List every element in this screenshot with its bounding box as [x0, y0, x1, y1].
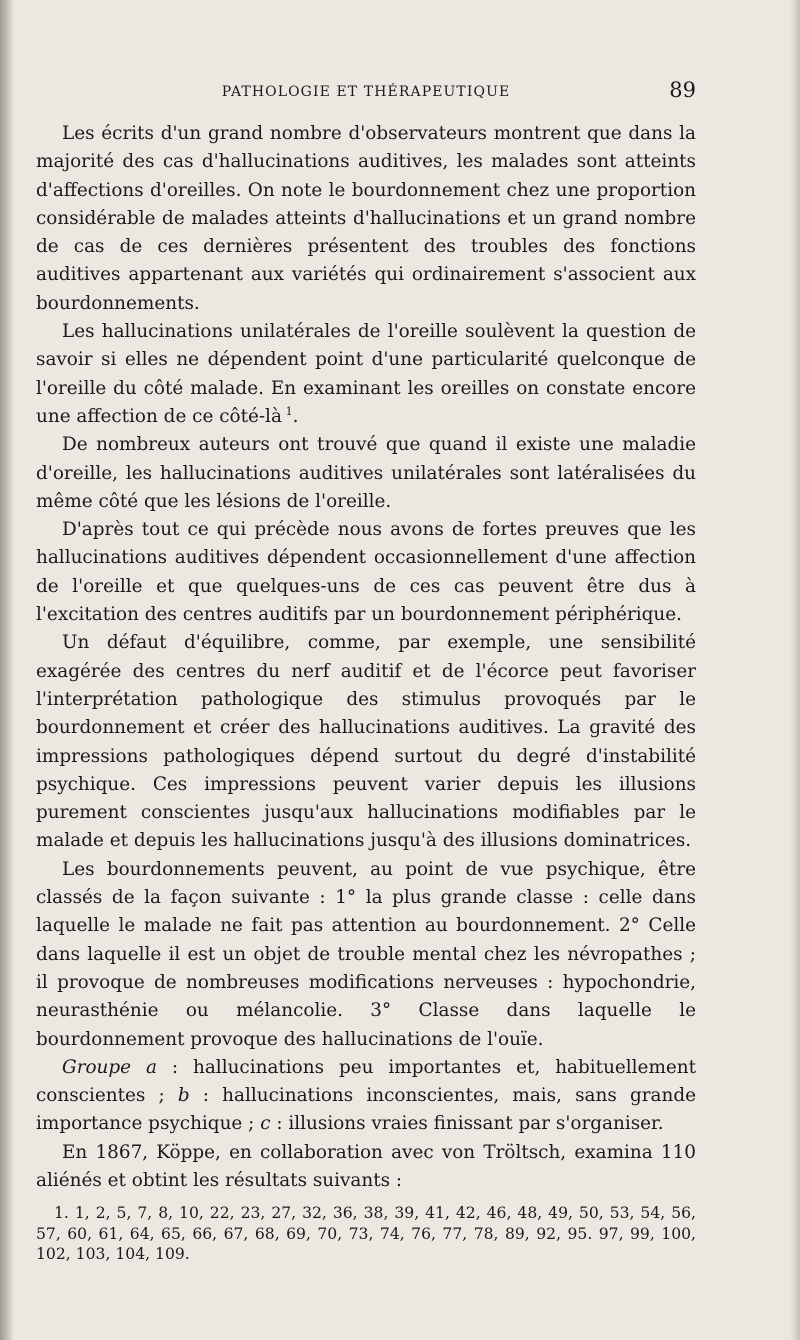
group-c-label: c — [260, 1113, 271, 1135]
group-c-text: : illusions vraies finissant par s'organiser. — [270, 1113, 664, 1135]
page-number: 89 — [669, 78, 696, 102]
paragraph-4: D'après tout ce qui précède nous avons de fortes preuves que les hallucinations auditives dépendent occasionnellement d'une affection de l'oreille et que quelques-uns de ces cas peuvent être dus à l'excitation des centres auditifs par un bourdonnement périphérique. — [36, 519, 696, 626]
group-a-label: Groupe a — [62, 1056, 157, 1078]
paragraph-8: En 1867, Köppe, en collaboration avec von Tröltsch, examina 110 aliénés et obtint les résultats suivants : — [36, 1141, 696, 1191]
paragraph-5: Un défaut d'équilibre, comme, par exemple, une sensibilité exagérée des centres du nerf auditif et de l'écorce peut favoriser l'interprétation pathologique des stimulus provoqués par le bourdonnement et créer des hallucinations auditives. La gravité des impressions pathologiques dépend surtout du degré d'instabilité psychique. Ces impressions peuvent varier depuis les illusions purement conscientes jusqu'aux hallucinations modifiables par le malade et depuis les hallucinations jusqu'à des illusions dominatrices. — [36, 632, 696, 852]
footnote — [36, 1203, 696, 1265]
paragraph-2-text: Les hallucinations unilatérales de l'oreille soulèvent la question de savoir si elles ne dépendent point d'une particularité quelconque de l'oreille du côté malade. En examinant les oreilles on constate encore une affection de ce côté-là — [36, 321, 696, 427]
group-b-label: b — [177, 1085, 190, 1107]
paragraph-6: Les bourdonnements peuvent, au point de vue psychique, être classés de la façon suivante : 1° la plus grande classe : celle dans laquelle le malade ne fait pas attention au bourdonnement. 2° Celle dans laquelle il est un objet de trouble mental chez les névropathes ; il provoque de nombreuses modifications nerveuses : hypochondrie, neurasthénie ou mélancolie. 3° Classe dans laquelle le bourdonnement provoque des hallucinations de l'ouïe. — [36, 858, 696, 1050]
body-text — [36, 120, 696, 1195]
page-edge-shadow-left — [0, 0, 14, 1340]
footnote-text: 1, 2, 5, 7, 8, 10, 22, 23, 27, 32, 36, 38, 39, 41, 42, 46, 48, 49, 50, 53, 54, 56, 57, 60, 61, 64, 65, 66, 67, 68, 69, 70, 73, 74, 76, 77, 78, 89, 92, 95. 97, 99, 100, 102, 103, 104, 109. — [36, 1204, 696, 1264]
group-b-text: : hallucinations inconscientes, mais, sans grande importance psychique ; — [36, 1085, 696, 1135]
running-title: PATHOLOGIE ET THÉRAPEUTIQUE — [221, 84, 511, 100]
page-edge-shadow-right — [790, 0, 800, 1340]
paragraph-7 — [36, 1054, 696, 1139]
running-head — [36, 78, 696, 108]
paragraph-1: Les écrits d'un grand nombre d'observateurs montrent que dans la majorité des cas d'hallucinations auditives, les malades sont atteints d'affections d'oreilles. On note le bourdonnement chez une proportion considérable de malades atteints d'hallucinations et un grand nombre de cas de ces dernières présentent des troubles des fonctions auditives appartenant aux variétés qui ordinairement s'associent aux bourdonnements. — [36, 123, 696, 314]
paragraph-2 — [36, 318, 696, 431]
paragraph-2-end: . — [292, 405, 299, 427]
footnote-reference: 1 — [285, 404, 293, 418]
paragraph-3: De nombreux auteurs ont trouvé que quand il existe une maladie d'oreille, les hallucinations auditives unilatérales sont latéralisées du même côté que les lésions de l'oreille. — [36, 434, 696, 512]
footnote-marker: 1. — [54, 1204, 69, 1222]
group-a-text: : hallucinations peu importantes et, habituellement conscientes ; — [36, 1056, 696, 1107]
